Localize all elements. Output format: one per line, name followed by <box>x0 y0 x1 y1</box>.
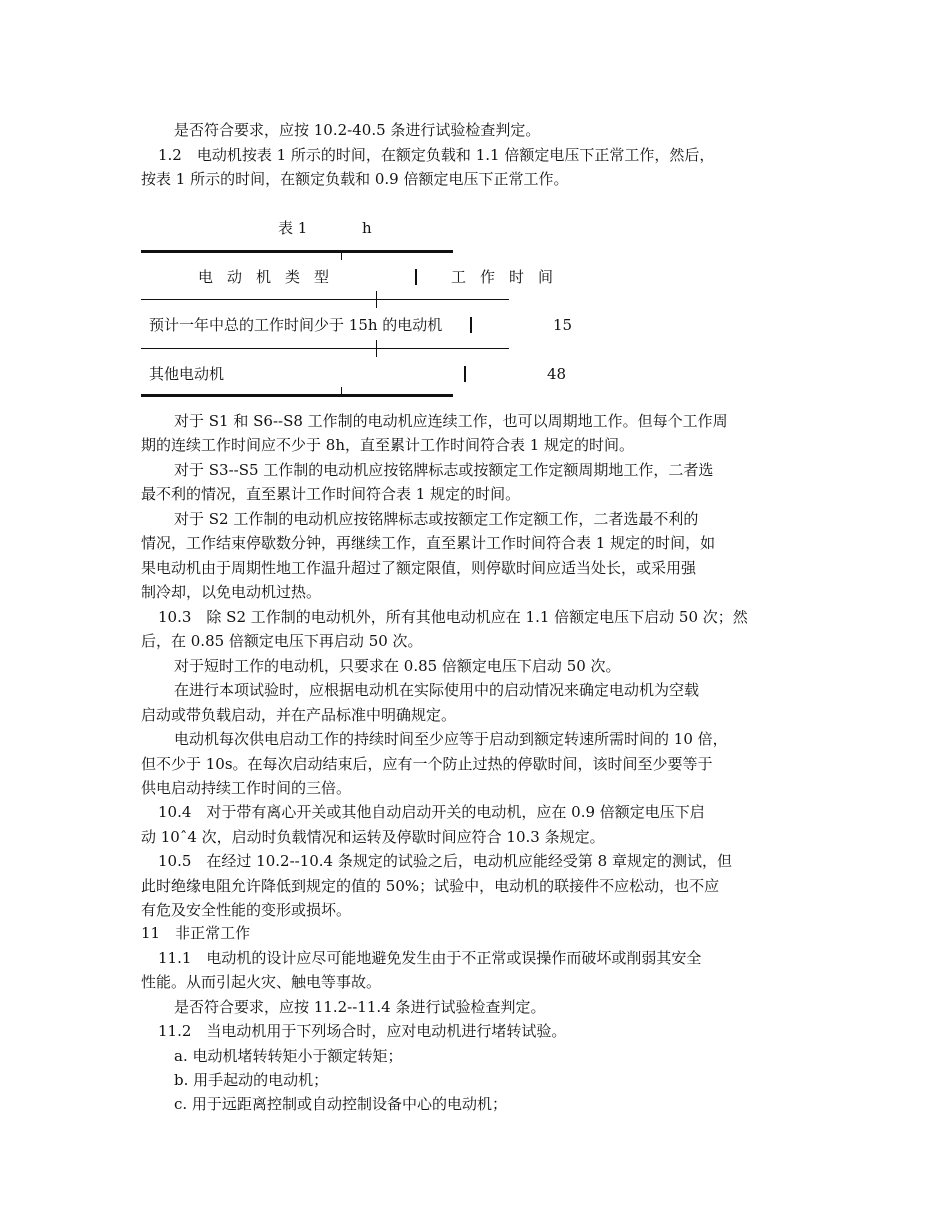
table-header-type: 电动机类型 <box>198 268 344 286</box>
list-item: a. 电动机堵转转矩小于额定转矩； <box>174 1047 403 1065</box>
paragraph-line: 按表 1 所示的时间，在额定负载和 0.9 倍额定电压下正常工作。 <box>141 170 569 188</box>
paragraph-line: 但不少于 10s。在每次启动结束后，应有一个防止过热的停歇时间，该时间至少要等于 <box>141 755 713 773</box>
paragraph-line: 后，在 0.85 倍额定电压下再启动 50 次。 <box>141 632 423 650</box>
table-header-time: 工作时间 <box>451 268 568 286</box>
paragraph-line: 有危及安全性能的变形或损坏。 <box>141 901 352 919</box>
paragraph-line: 启动或带负载启动，并在产品标准中明确规定。 <box>141 706 457 724</box>
paragraph-line: 对于 S2 工作制的电动机应按铭牌标志或按额定工作定额工作，二者选最不利的 <box>174 510 699 528</box>
table-unit: h <box>362 219 372 237</box>
paragraph-line: 供电启动持续工作时间的三倍。 <box>141 779 352 797</box>
paragraph-line: 对于 S1 和 S6--S8 工作制的电动机应连续工作，也可以周期地工作。但每个工作周 <box>174 412 728 430</box>
table-row-rule <box>141 348 509 349</box>
table-rule-tick <box>376 340 377 357</box>
paragraph-line: 此时绝缘电阻允许降低到规定的值的 50%；试验中，电动机的联接件不应松动，也不应 <box>141 877 720 895</box>
paragraph-line: 最不利的情况，直至累计工作时间符合表 1 规定的时间。 <box>141 485 521 503</box>
table-header-rule <box>141 299 509 300</box>
paragraph-line: 在进行本项试验时，应根据电动机在实际使用中的启动情况来确定电动机为空载 <box>174 681 700 699</box>
table-column-separator <box>415 269 417 285</box>
paragraph-line: 11.1 电动机的设计应尽可能地避免发生由于不正常或误操作而破坏或削弱其安全 <box>158 949 702 967</box>
paragraph-line: 情况，工作结束停歇数分钟，再继续工作，直至累计工作时间符合表 1 规定的时间，如 <box>141 534 716 552</box>
table-cell-type: 预计一年中总的工作时间少于 15h 的电动机 <box>149 316 443 334</box>
paragraph-line: 是否符合要求，应按 10.2-40.5 条进行试验检查判定。 <box>174 121 541 139</box>
section-heading: 11 非正常工作 <box>141 924 251 942</box>
paragraph-line: 对于短时工作的电动机，只要求在 0.85 倍额定电压下启动 50 次。 <box>174 657 621 675</box>
table-caption: 表 1 <box>278 219 308 237</box>
list-item: c. 用于远距离控制或自动控制设备中心的电动机； <box>174 1095 507 1113</box>
paragraph-line: 10.4 对于带有离心开关或其他自动启动开关的电动机，应在 0.9 倍额定电压下启 <box>158 803 705 821</box>
table-rule-tick <box>341 387 342 394</box>
paragraph-line: 10.5 在经过 10.2--10.4 条规定的试验之后，电动机应能经受第 8 章规定的测试，但 <box>158 852 732 870</box>
paragraph-line: 10.3 除 S2 工作制的电动机外，所有其他电动机应在 1.1 倍额定电压下启动 50 次；然 <box>158 608 748 626</box>
paragraph-line: 对于 S3--S5 工作制的电动机应按铭牌标志或按额定工作定额周期地工作，二者选 <box>174 461 714 479</box>
paragraph-line: 电动机每次供电启动工作的持续时间至少应等于启动到额定转速所需时间的 10 倍， <box>174 730 728 748</box>
paragraph-line: 是否符合要求，应按 11.2--11.4 条进行试验检查判定。 <box>174 998 546 1016</box>
table-column-separator <box>470 317 472 333</box>
paragraph-line: 果电动机由于周期性地工作温升超过了额定限值，则停歇时间应适当处长，或采用强 <box>141 559 697 577</box>
table-rule-tick <box>341 253 342 260</box>
paragraph-line: 性能。从而引起火灾、触电等事故。 <box>141 973 382 991</box>
list-item: b. 用手起动的电动机； <box>174 1071 329 1089</box>
table-cell-type: 其他电动机 <box>149 365 225 383</box>
paragraph-line: 11.2 当电动机用于下列场合时，应对电动机进行堵转试验。 <box>158 1022 567 1040</box>
table-top-rule <box>141 250 453 253</box>
table-cell-time: 15 <box>553 316 573 334</box>
table-bottom-rule <box>141 394 453 397</box>
paragraph-line: 制冷却，以免电动机过热。 <box>141 583 322 601</box>
paragraph-line: 动 10ˆ4 次，启动时负载情况和运转及停歇时间应符合 10.3 条规定。 <box>141 828 605 846</box>
paragraph-line: 1.2 电动机按表 1 所示的时间，在额定负载和 1.1 倍额定电压下正常工作，然后， <box>158 146 715 164</box>
paragraph-line: 期的连续工作时间应不少于 8h，直至累计工作时间符合表 1 规定的时间。 <box>141 436 635 454</box>
table-cell-time: 48 <box>547 365 567 383</box>
table-column-separator <box>464 366 466 382</box>
table-rule-tick <box>376 291 377 308</box>
